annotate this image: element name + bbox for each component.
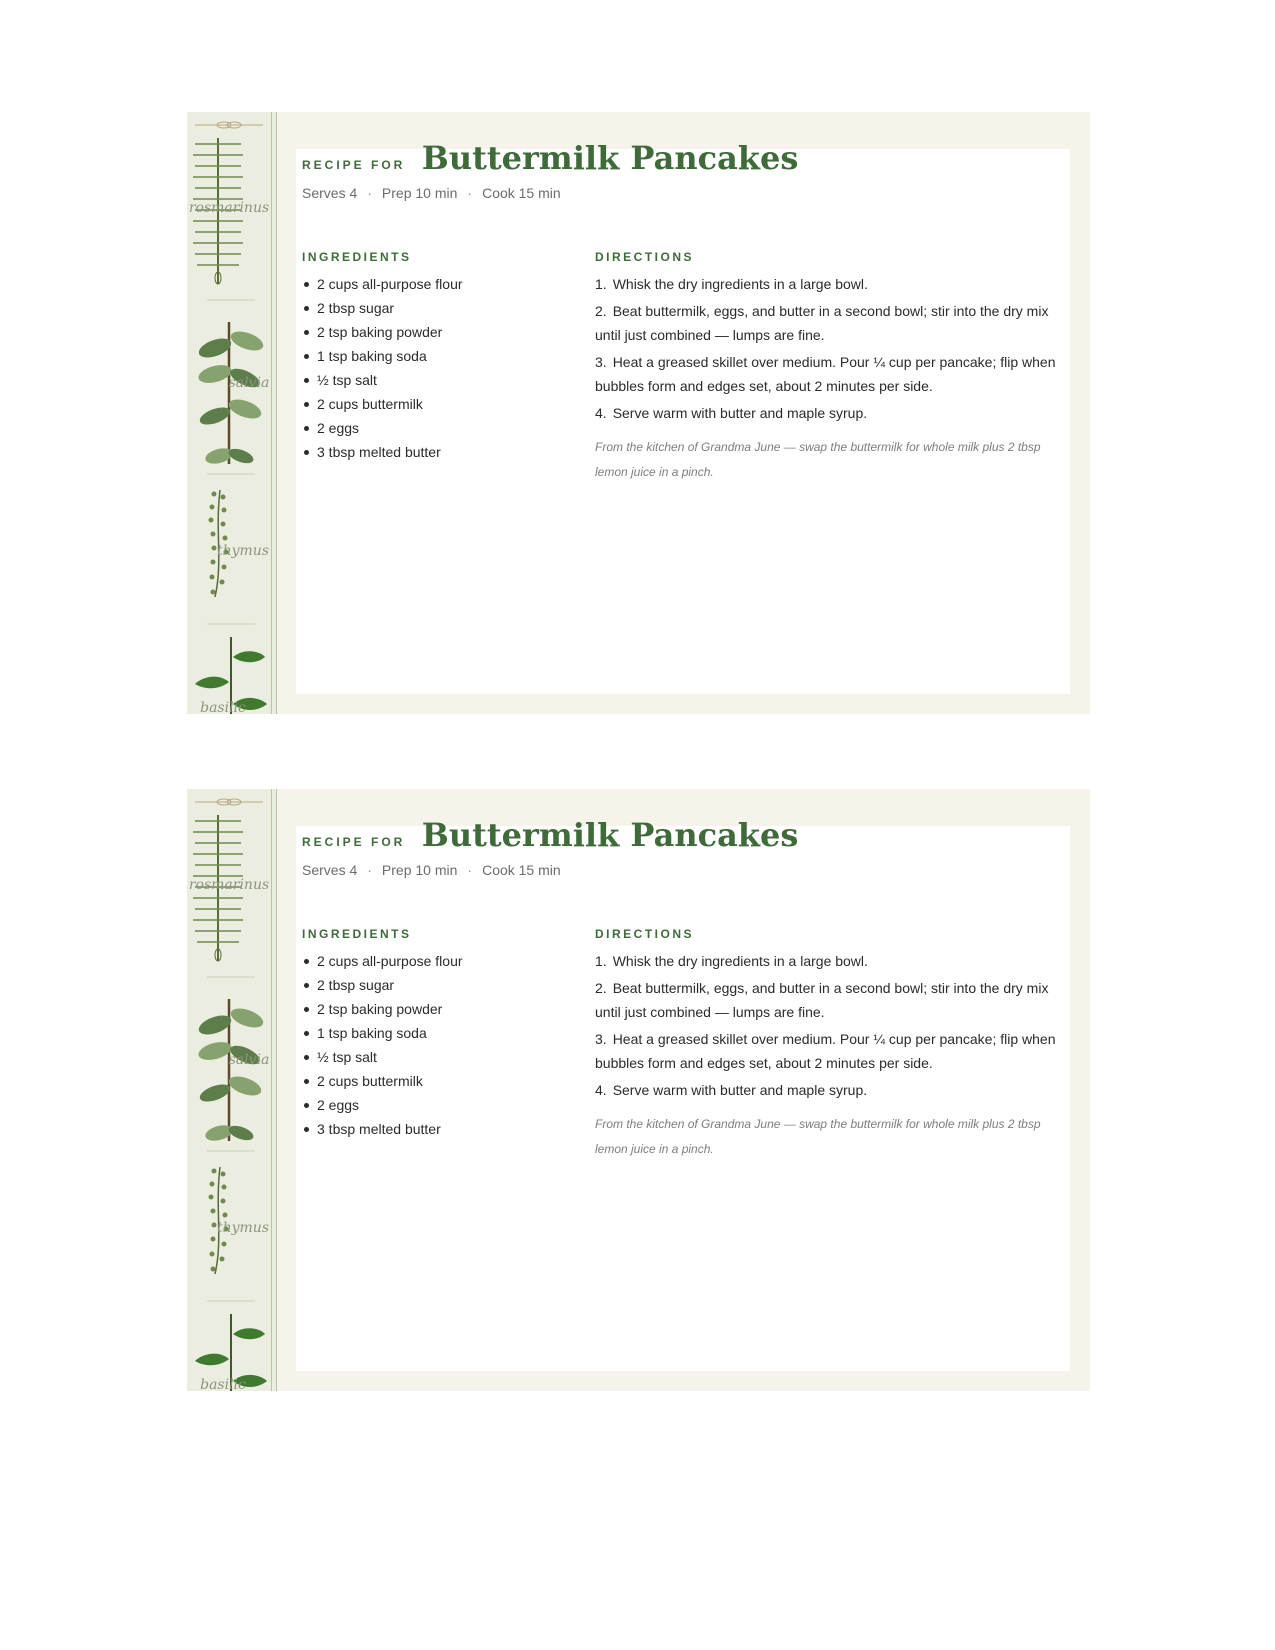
meta-separator: ·	[367, 862, 372, 878]
title-row	[302, 816, 798, 860]
list-item: 3 tbsp melted butter	[302, 1117, 572, 1141]
step-number: 3.	[595, 1031, 607, 1047]
list-item: 3 tbsp melted butter	[302, 440, 572, 464]
list-item: 1 tsp baking soda	[302, 344, 572, 368]
recipe-kicker: RECIPE FOR	[302, 158, 406, 172]
servings: Serves 4	[302, 185, 358, 201]
herb-label-sage: salvia	[228, 1052, 270, 1068]
recipe-meta	[302, 185, 561, 201]
list-item: 2 tsp baking powder	[302, 997, 572, 1021]
herb-border	[187, 112, 277, 714]
cook-time: Cook 15 min	[482, 862, 561, 878]
list-item: 1 tsp baking soda	[302, 1021, 572, 1045]
list-item: 2 tsp baking powder	[302, 320, 572, 344]
meta-separator: ·	[467, 862, 473, 878]
recipe-note: From the kitchen of Grandma June — swap the buttermilk for whole milk plus 2 tbsp lemon juice in a pinch.	[595, 1117, 1041, 1156]
recipe-card	[187, 789, 1090, 1391]
ingredients-list	[302, 949, 572, 1141]
cook-time: Cook 15 min	[482, 185, 561, 201]
step-number: 1.	[595, 953, 607, 969]
direction-step	[595, 1027, 1060, 1075]
herb-label-basil: basilic	[200, 1377, 246, 1391]
recipe-card	[187, 112, 1090, 714]
herb-border	[187, 789, 277, 1391]
direction-step	[595, 976, 1060, 1024]
step-text: Serve warm with butter and maple syrup.	[612, 405, 868, 421]
list-item: 2 cups all-purpose flour	[302, 949, 572, 973]
list-item: 2 cups buttermilk	[302, 392, 572, 416]
meta-separator: ·	[367, 185, 372, 201]
recipe-title: Buttermilk Pancakes	[421, 816, 799, 854]
list-item: ½ tsp salt	[302, 1045, 572, 1069]
prep-time: Prep 10 min	[381, 185, 458, 201]
list-item: 2 eggs	[302, 1093, 572, 1117]
herb-label-thyme: thymus	[216, 543, 270, 559]
direction-step	[595, 299, 1060, 347]
step-text: Whisk the dry ingredients in a large bowl.	[612, 953, 868, 969]
recipe-title: Buttermilk Pancakes	[421, 139, 799, 177]
herb-label-basil: basilic	[200, 700, 246, 714]
recipe-meta	[302, 862, 561, 878]
list-item: 2 eggs	[302, 416, 572, 440]
directions-list	[595, 272, 1060, 428]
direction-step	[595, 949, 1060, 973]
servings: Serves 4	[302, 862, 358, 878]
direction-step	[595, 401, 1060, 425]
step-text: Heat a greased skillet over medium. Pour ¼ cup per pancake; flip when bubbles form and edges set, about 2 minutes per side.	[595, 1031, 1056, 1071]
title-row	[302, 139, 798, 183]
step-text: Heat a greased skillet over medium. Pour ¼ cup per pancake; flip when bubbles form and edges set, about 2 minutes per side.	[595, 354, 1056, 394]
directions-heading: DIRECTIONS	[595, 927, 695, 941]
ingredients-list	[302, 272, 572, 464]
list-item: ½ tsp salt	[302, 368, 572, 392]
herb-label-rosemary: rosmarinus	[188, 200, 270, 216]
ingredients-heading: INGREDIENTS	[302, 250, 412, 264]
herb-label-rosemary: rosmarinus	[188, 877, 270, 893]
step-text: Beat buttermilk, eggs, and butter in a second bowl; stir into the dry mix until just combined — lumps are fine.	[595, 303, 1049, 343]
herb-label-thyme: thymus	[216, 1220, 270, 1236]
step-text: Serve warm with butter and maple syrup.	[612, 1082, 868, 1098]
step-text: Whisk the dry ingredients in a large bowl.	[612, 276, 868, 292]
step-number: 2.	[595, 980, 607, 996]
directions-heading: DIRECTIONS	[595, 250, 695, 264]
step-number: 4.	[595, 405, 607, 421]
direction-step	[595, 272, 1060, 296]
step-number: 4.	[595, 1082, 607, 1098]
step-text: Beat buttermilk, eggs, and butter in a second bowl; stir into the dry mix until just combined — lumps are fine.	[595, 980, 1049, 1020]
recipe-kicker: RECIPE FOR	[302, 835, 406, 849]
directions-list	[595, 949, 1060, 1105]
herb-label-sage: salvia	[228, 375, 270, 391]
list-item: 2 tbsp sugar	[302, 973, 572, 997]
list-item: 2 cups buttermilk	[302, 1069, 572, 1093]
direction-step	[595, 350, 1060, 398]
ingredients-heading: INGREDIENTS	[302, 927, 412, 941]
step-number: 3.	[595, 354, 607, 370]
meta-separator: ·	[467, 185, 473, 201]
direction-step	[595, 1078, 1060, 1102]
recipe-note: From the kitchen of Grandma June — swap the buttermilk for whole milk plus 2 tbsp lemon juice in a pinch.	[595, 440, 1041, 479]
list-item: 2 cups all-purpose flour	[302, 272, 572, 296]
step-number: 1.	[595, 276, 607, 292]
prep-time: Prep 10 min	[381, 862, 458, 878]
list-item: 2 tbsp sugar	[302, 296, 572, 320]
step-number: 2.	[595, 303, 607, 319]
